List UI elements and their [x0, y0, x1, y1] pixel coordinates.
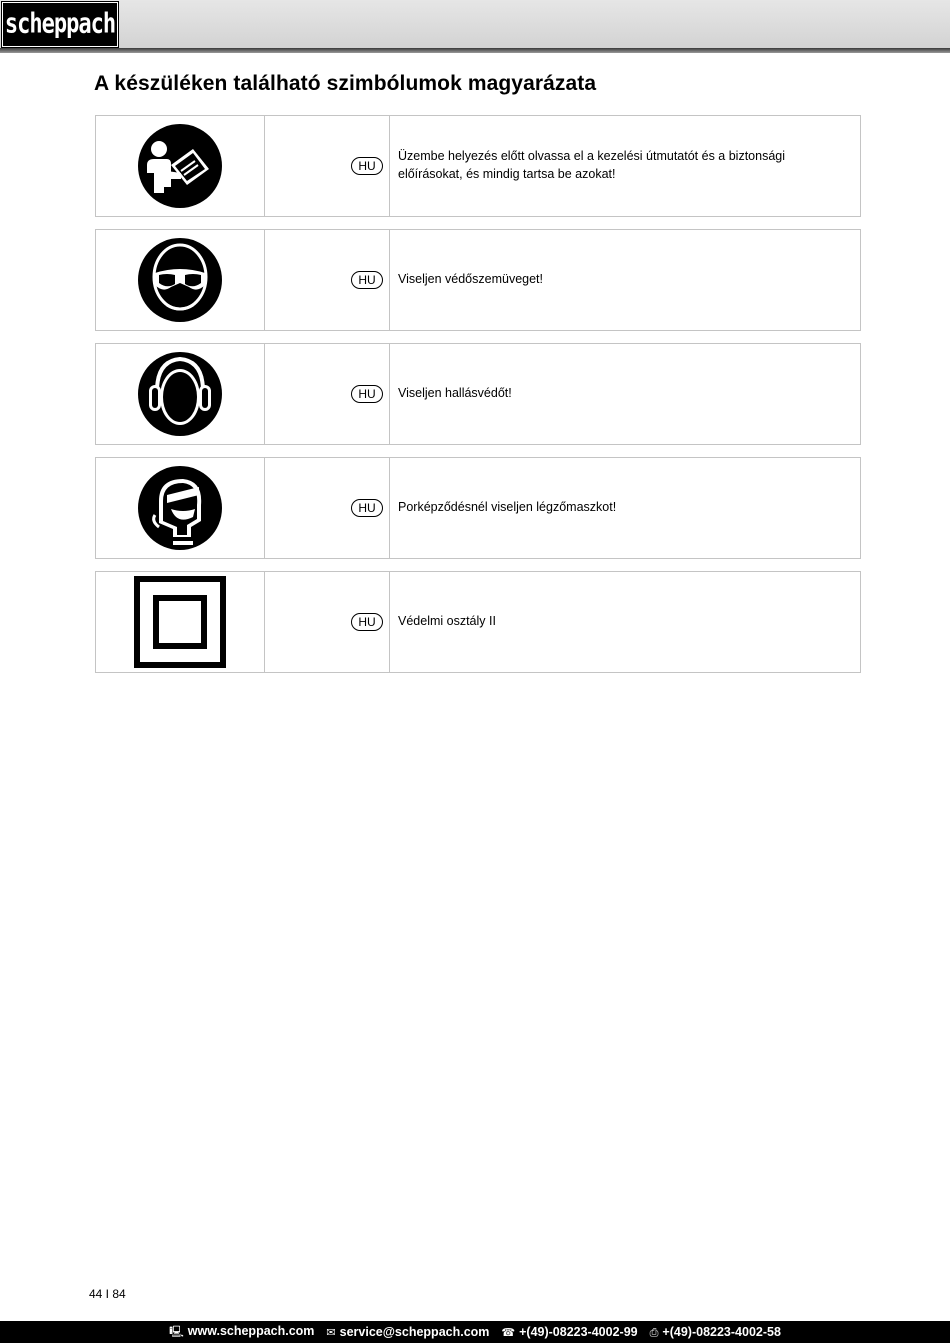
symbol-description	[390, 458, 860, 558]
description-text: Védelmi osztály II	[398, 614, 496, 628]
footer-bar	[0, 1321, 950, 1343]
language-cell	[265, 344, 390, 444]
symbol-row-safety-goggles	[95, 229, 861, 331]
language-badge: HU	[351, 157, 383, 175]
description-text: Porképződésnél viseljen légzőmaszkot!	[398, 500, 617, 514]
ear-protection-icon	[137, 351, 223, 437]
email-icon: ✉	[326, 1327, 336, 1339]
symbol-description	[390, 116, 860, 216]
email-text: service@scheppach.com	[339, 1325, 490, 1339]
protection-class-ii-icon	[134, 576, 226, 668]
footer-phone	[501, 1325, 637, 1339]
fax-text: +(49)-08223-4002-58	[662, 1324, 781, 1339]
computer-icon: 🖳	[169, 1325, 184, 1338]
symbol-icon-cell	[96, 116, 265, 216]
language-cell	[265, 572, 390, 672]
symbol-icon-cell	[96, 458, 265, 558]
language-cell	[265, 116, 390, 216]
symbol-icon-cell	[96, 344, 265, 444]
header-divider	[0, 48, 950, 53]
page-number: 44 I 84	[89, 1287, 126, 1301]
symbol-icon-cell	[96, 230, 265, 330]
symbol-description	[390, 344, 860, 444]
footer-fax	[650, 1325, 781, 1340]
description-text: Viseljen védőszemüveget!	[398, 272, 543, 286]
phone-icon: ☎	[501, 1327, 516, 1339]
read-manual-icon	[137, 123, 223, 209]
language-badge: HU	[351, 499, 383, 517]
safety-goggles-icon	[137, 237, 223, 323]
scheppach-logo	[2, 2, 118, 47]
footer-email[interactable]	[326, 1325, 489, 1339]
header-bar	[0, 0, 950, 48]
symbol-row-respirator-mask	[95, 457, 861, 559]
symbol-description	[390, 572, 860, 672]
footer-website[interactable]	[169, 1323, 314, 1342]
language-badge: HU	[351, 385, 383, 403]
symbol-row-ear-protection	[95, 343, 861, 445]
respirator-mask-icon	[137, 465, 223, 551]
language-cell	[265, 458, 390, 558]
page-title: A készüléken található szimbólumok magyarázata	[94, 72, 597, 95]
language-badge: HU	[351, 613, 383, 631]
symbol-description	[390, 230, 860, 330]
symbol-row-read-manual	[95, 115, 861, 217]
website-text: www.scheppach.com	[187, 1323, 315, 1338]
symbol-row-protection-class	[95, 571, 861, 673]
description-text: Üzembe helyezés előtt olvassa el a kezelési útmutatót és a biztonsági előírásokat, és mindig tartsa be azokat!	[398, 149, 786, 181]
phone-text: +(49)-08223-4002-99	[519, 1325, 638, 1339]
language-badge: HU	[351, 271, 383, 289]
symbol-icon-cell	[96, 572, 265, 672]
language-cell	[265, 230, 390, 330]
description-text: Viseljen hallásvédőt!	[398, 386, 512, 400]
logo-text: scheppach	[4, 8, 116, 41]
fax-icon: ⎙	[649, 1326, 659, 1339]
